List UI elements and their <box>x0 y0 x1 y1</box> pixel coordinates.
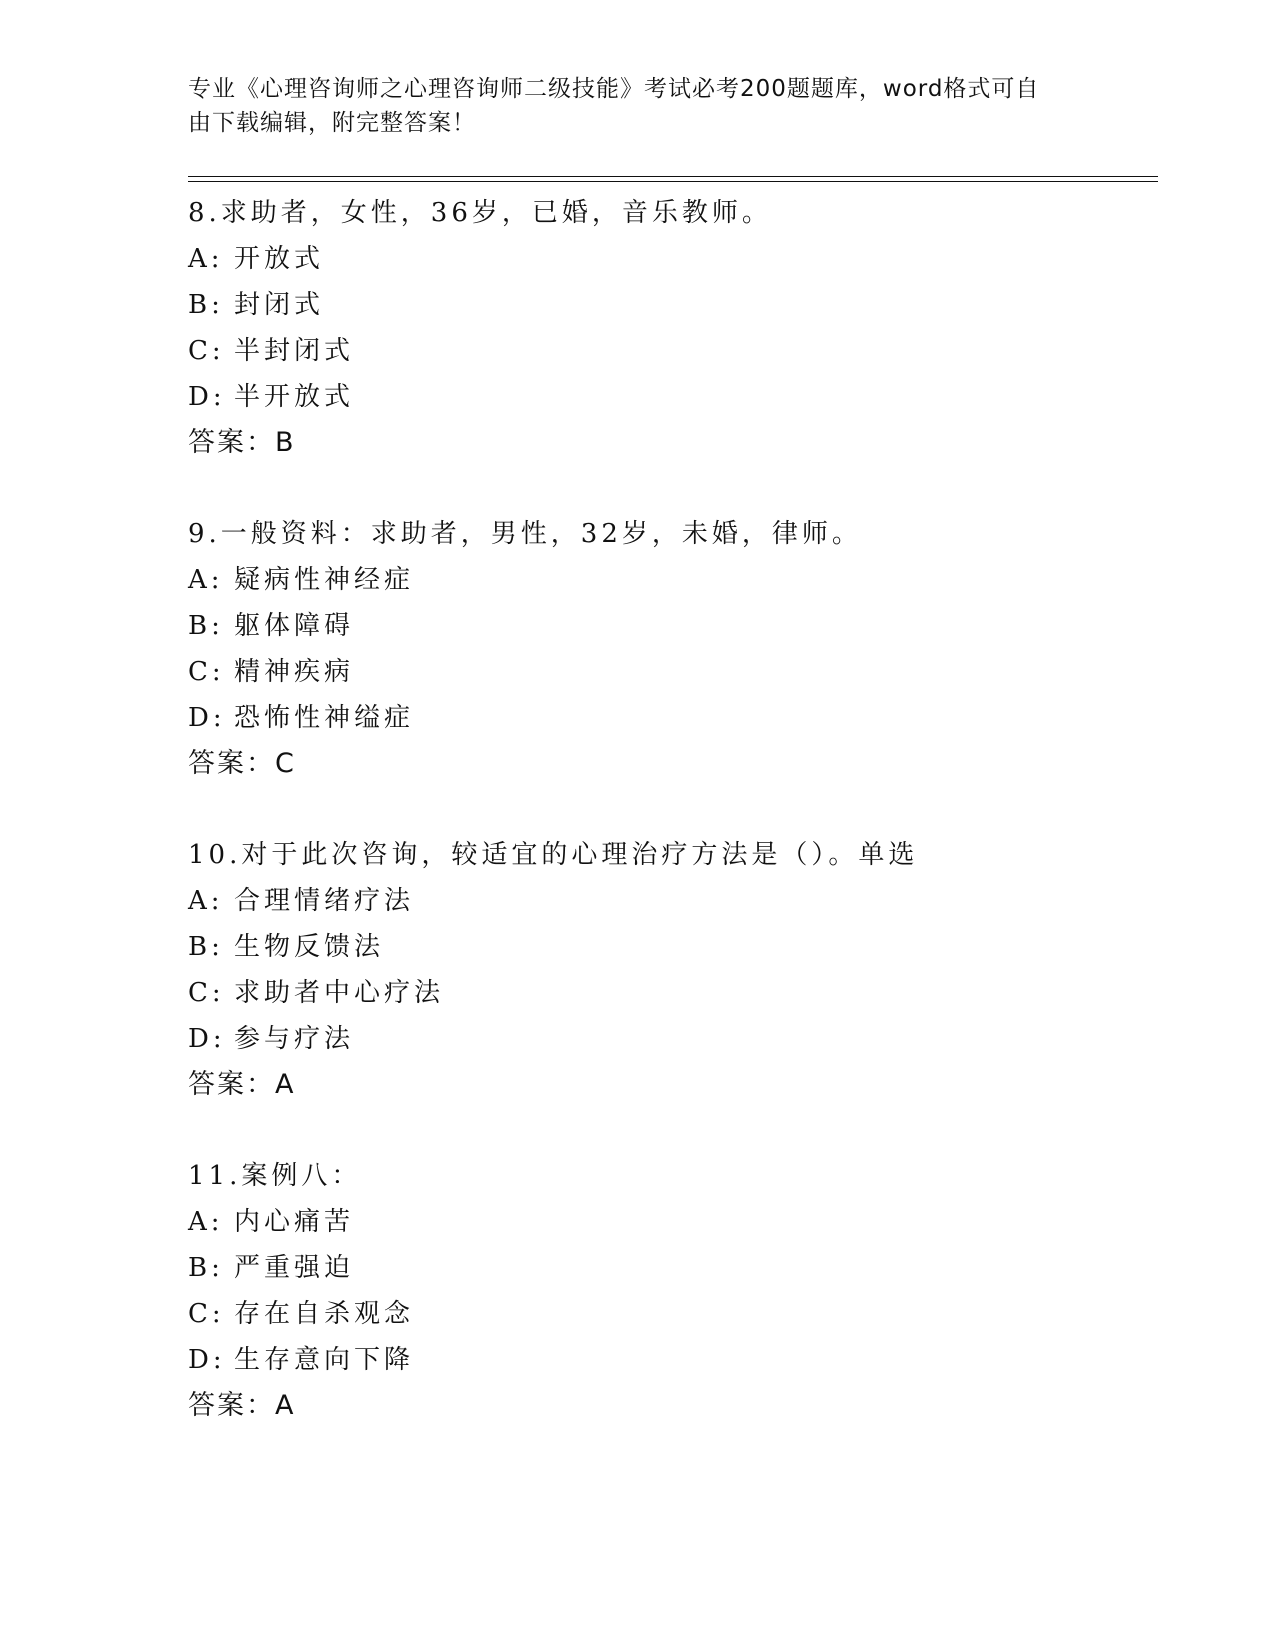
question-list <box>188 190 1168 1474</box>
option-text: 躯体障碍 <box>234 611 355 641</box>
option-text: 封闭式 <box>234 290 325 320</box>
option-a <box>188 1199 1168 1245</box>
option-b <box>188 1245 1168 1291</box>
answer-line: 答案：A <box>188 1390 296 1421</box>
question-9 <box>188 511 1168 787</box>
question-text: 10.对于此次咨询，较适宜的心理治疗方法是（）。单选 <box>188 840 919 870</box>
option-c <box>188 649 1168 695</box>
option-text: 生物反馈法 <box>234 932 385 962</box>
option-text: 疑病性神经症 <box>234 565 415 595</box>
answer-line: 答案：B <box>188 427 296 458</box>
option-letter: A: <box>188 886 224 916</box>
option-letter: B: <box>188 932 224 962</box>
option-text: 参与疗法 <box>234 1024 355 1054</box>
option-text: 严重强迫 <box>234 1253 355 1283</box>
answer-line: 答案：A <box>188 1069 296 1100</box>
question-text: 9.一般资料：求助者，男性，32岁，未婚，律师。 <box>188 519 862 549</box>
option-letter: C: <box>188 336 225 366</box>
option-d <box>188 374 1168 420</box>
option-letter: C: <box>188 1299 225 1329</box>
question-10 <box>188 832 1168 1108</box>
option-letter: B: <box>188 611 224 641</box>
option-d <box>188 695 1168 741</box>
option-b <box>188 282 1168 328</box>
option-letter: D: <box>188 382 226 412</box>
option-a <box>188 557 1168 603</box>
option-a <box>188 878 1168 924</box>
option-letter: D: <box>188 1024 226 1054</box>
option-text: 恐怖性神缢症 <box>234 703 415 733</box>
option-b <box>188 603 1168 649</box>
option-text: 半封闭式 <box>234 336 355 366</box>
question-11 <box>188 1153 1168 1429</box>
option-text: 存在自杀观念 <box>234 1299 415 1329</box>
option-letter: C: <box>188 657 225 687</box>
option-letter: B: <box>188 1253 224 1283</box>
header-line-2: 由下载编辑，附完整答案！ <box>188 110 476 136</box>
option-text: 开放式 <box>234 244 325 274</box>
option-c <box>188 1291 1168 1337</box>
option-c <box>188 328 1168 374</box>
option-b <box>188 924 1168 970</box>
option-letter: B: <box>188 290 224 320</box>
option-letter: D: <box>188 1345 226 1375</box>
document-header <box>188 72 1068 140</box>
option-text: 精神疾病 <box>234 657 355 687</box>
header-line-1: 专业《心理咨询师之心理咨询师二级技能》考试必考200题题库，word格式可自 <box>188 76 1040 102</box>
option-letter: D: <box>188 703 226 733</box>
option-letter: A: <box>188 244 224 274</box>
option-d <box>188 1337 1168 1383</box>
header-divider-bottom <box>188 181 1158 182</box>
option-letter: A: <box>188 1207 224 1237</box>
option-letter: A: <box>188 565 224 595</box>
question-text: 11.案例八： <box>188 1161 362 1191</box>
option-a <box>188 236 1168 282</box>
option-text: 合理情绪疗法 <box>234 886 415 916</box>
option-c <box>188 970 1168 1016</box>
option-letter: C: <box>188 978 225 1008</box>
option-text: 求助者中心疗法 <box>234 978 445 1008</box>
question-8 <box>188 190 1168 466</box>
answer-line: 答案：C <box>188 748 296 779</box>
option-text: 内心痛苦 <box>234 1207 355 1237</box>
question-text: 8.求助者，女性，36岁，已婚，音乐教师。 <box>188 198 772 228</box>
option-d <box>188 1016 1168 1062</box>
option-text: 半开放式 <box>234 382 355 412</box>
header-divider-top <box>188 176 1158 177</box>
option-text: 生存意向下降 <box>234 1345 415 1375</box>
